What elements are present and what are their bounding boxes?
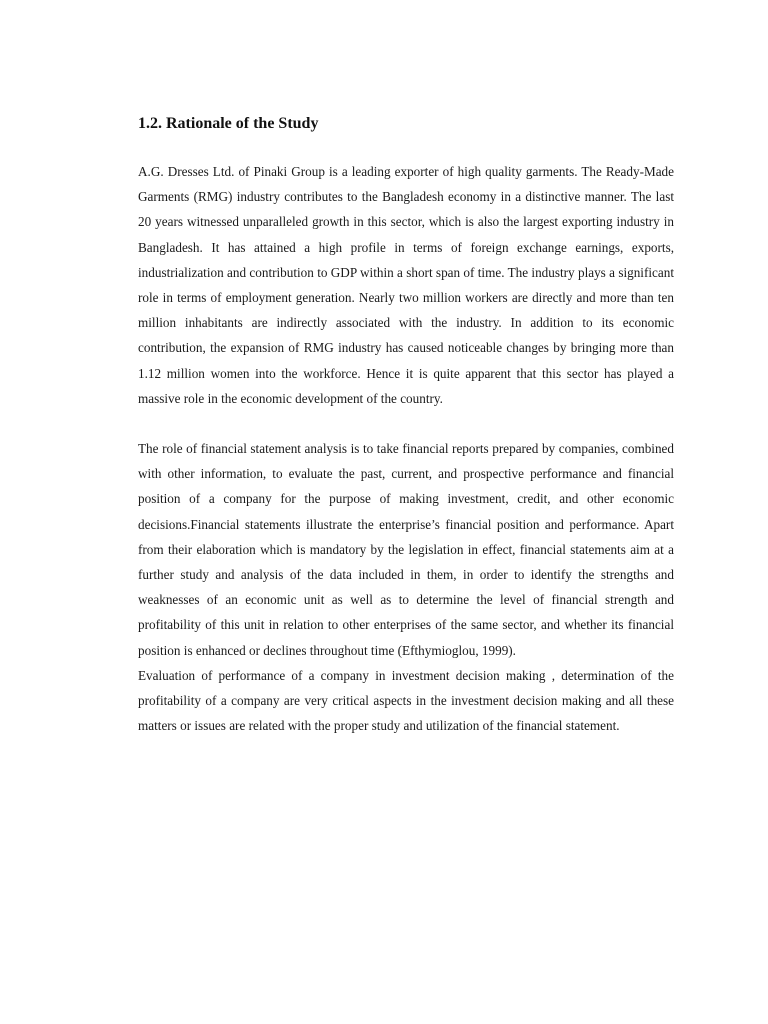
paragraph-rmg-industry: A.G. Dresses Ltd. of Pinaki Group is a leading exporter of high quality garments. The Ready-Made Garments (RMG) industry contributes to the Bangladesh economy in a distinctive manner. The last 20 years witnessed unparalleled growth in this sector, which is also the largest exporting industry in Bangladesh. It has attained a high profile in terms of foreign exchange earnings, exports, industrialization and contribution to GDP within a short span of time. The industry plays a significant role in terms of employment generation. Nearly two million workers are directly and more than ten million inhabitants are indirectly associated with the industry. In addition to its economic contribution, the expansion of RMG industry has caused noticeable changes by bringing more than 1.12 million women into the workforce. Hence it is quite apparent that this sector has played a massive role in the economic development of the country. [138,164,674,406]
paragraph-performance-evaluation: Evaluation of performance of a company in investment decision making , determination of the profitability of a company are very critical aspects in the investment decision making and all these matters or issues are related with the proper study and utilization of the financial statement. [138,667,674,734]
document-body [138,112,674,738]
paragraph-financial-statement-analysis: The role of financial statement analysis is to take financial reports prepared by companies, combined with other information, to evaluate the past, current, and prospective performance and financial position of a company for the purpose of making investment, credit, and other economic decisions.Financial statements illustrate the enterprise’s financial position and performance. Apart from their elaboration which is mandatory by the legislation in effect, financial statements aim at a further study and analysis of the data included in them, in order to identify the strengths and weaknesses of an economic unit as well as to determine the level of financial strength and profitability of this unit in relation to other enterprises of the same sector, and whether its financial position is enhanced or declines throughout time (Efthymioglou, 1999). [138,441,674,658]
section-heading: 1.2. Rationale of the Study [138,115,319,132]
paragraph-spacer [138,411,674,436]
